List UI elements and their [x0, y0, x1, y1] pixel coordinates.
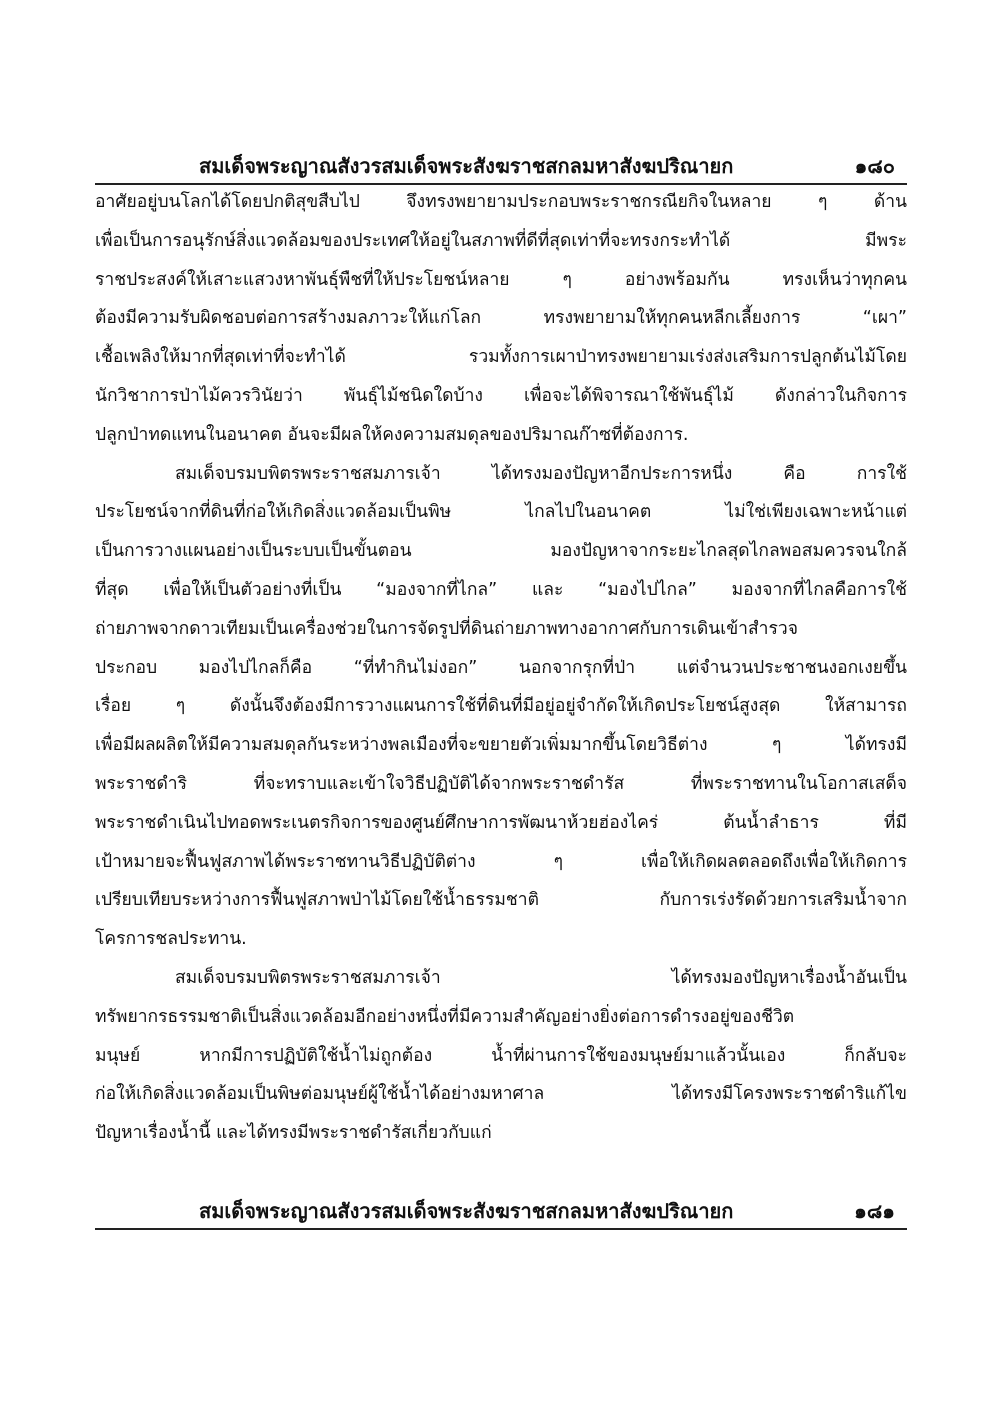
text-line: ราชประสงค์ให้เสาะแสวงหาพันธุ์พืชที่ให้ประโยชน์หลาย ๆ อย่างพร้อมกัน ทรงเห็นว่าทุกคน [95, 269, 907, 290]
paragraph [95, 183, 907, 455]
text-line: พระราชดำเนินไปทอดพระเนตรกิจการของศูนย์ศึกษาการพัฒนาห้วยฮ่องไคร่ ต้นน้ำลำธาร ที่มี [95, 812, 907, 833]
text-line: เรื่อย ๆ ดังนั้นจึงต้องมีการวางแผนการใช้ที่ดินที่มีอยู่อยู่จำกัดให้เกิดประโยชน์สูงสุด ให้สามารถ [95, 696, 907, 717]
text-line: โครการชลประทาน. [95, 929, 247, 950]
text-line: เป็นการวางแผนอย่างเป็นระบบเป็นขั้นตอน มองปัญหาจากระยะไกลสุดไกลพอสมควรจนใกล้ [95, 541, 907, 562]
text-line: ทรัพยากรธรรมชาติเป็นสิ่งแวดล้อมอีกอย่างหนึ่งที่มีความสำคัญอย่างยิ่งต่อการดำรงอยู่ของชีวิต [95, 1006, 795, 1027]
text-line: ที่สุด เพื่อให้เป็นตัวอย่างที่เป็น “มองจากที่ไกล” และ “มองไปไกล” มองจากที่ไกลคือการใช้ [95, 579, 907, 600]
text-line: ปัญหาเรื่องน้ำนี้ และได้ทรงมีพระราชดำรัสเกี่ยวกับแก่ [95, 1123, 492, 1144]
header-title: สมเด็จพระญาณสังวรสมเด็จพระสังฆราชสกลมหาสังฆปริณายก [199, 154, 734, 178]
text-line: พระราชดำริ ที่จะทราบและเข้าใจวิธีปฏิบัติได้จากพระราชดำรัส ที่พระราชทานในโอกาสเสด็จ [95, 773, 907, 794]
text-line: สมเด็จบรมบพิตรพระราชสมภารเจ้า ได้ทรงมองปัญหาอีกประการหนึ่ง คือ การใช้ [175, 463, 907, 484]
text-line: เปรียบเทียบระหว่างการฟื้นฟูสภาพป่าไม้โดยใช้น้ำธรรมชาติ กับการเร่งรัดด้วยการเสริมน้ำจาก [95, 890, 907, 911]
text-line: เพื่อเป็นการอนุรักษ์สิ่งแวดล้อมของประเทศให้อยู่ในสภาพที่ดีที่สุดเท่าที่จะทรงกระทำได้ มีพระ [95, 230, 907, 251]
text-line: นักวิชาการป่าไม้ควรวินัยว่า พันธุ์ไม้ชนิดใดบ้าง เพื่อจะได้พิจารณาใช้พันธุ์ไม้ ดังกล่าวในกิจการ [95, 385, 907, 406]
text-line: ประโยชน์จากที่ดินที่ก่อให้เกิดสิ่งแวดล้อมเป็นพิษ ไกลไปในอนาคต ไม่ใช่เพียงเฉพาะหน้าแต่ [95, 502, 907, 523]
body-text [95, 183, 907, 1153]
text-line: เพื่อมีผลผลิตให้มีความสมดุลกันระหว่างพลเมืองที่จะขยายตัวเพิ่มมากขึ้นโดยวิธีต่าง ๆ ได้ทรงมี [95, 735, 907, 756]
text-line: สมเด็จบรมบพิตรพระราชสมภารเจ้า ได้ทรงมองปัญหาเรื่องน้ำอันเป็น [175, 967, 907, 988]
page-header-bottom [95, 1195, 907, 1231]
text-line: ต้องมีความรับผิดชอบต่อการสร้างมลภาวะให้แก่โลก ทรงพยายามให้ทุกคนหลีกเลี้ยงการ “เผา” [95, 308, 907, 329]
text-line: เชื้อเพลิงให้มากที่สุดเท่าที่จะทำได้ รวมทั้งการเผาป่าทรงพยายามเร่งส่งเสริมการปลูกต้นไม้โดย [95, 347, 907, 368]
text-line: เป้าหมายจะฟื้นฟูสภาพได้พระราชทานวิธีปฏิบัติต่าง ๆ เพื่อให้เกิดผลตลอดถึงเพื่อให้เกิดการ [95, 851, 907, 872]
header-title: สมเด็จพระญาณสังวรสมเด็จพระสังฆราชสกลมหาสังฆปริณายก [199, 1199, 734, 1223]
text-line: ประกอบ มองไปไกลก็คือ “ที่ทำกินไม่งอก” นอกจากรุกที่ป่า แต่จำนวนประชาชนงอกเงยขึ้น [95, 657, 907, 678]
header-rule [95, 1228, 907, 1230]
page-number: ๑๘๐ [854, 154, 895, 178]
paragraph [95, 455, 907, 959]
page-header-top [95, 150, 907, 186]
text-line: ปลูกป่าทดแทนในอนาคต อันจะมีผลให้คงความสมดุลของปริมาณก๊าซที่ต้องการ. [95, 424, 689, 445]
text-line: มนุษย์ หากมีการปฏิบัติใช้น้ำไม่ถูกต้อง น้ำที่ผ่านการใช้ของมนุษย์มาแล้วนั้นเอง ก็กลับจะ [95, 1045, 907, 1066]
page-number: ๑๘๑ [854, 1199, 895, 1223]
paragraph [95, 959, 907, 1153]
text-line: ถ่ายภาพจากดาวเทียมเป็นเครื่องช่วยในการจัดรูปที่ดินถ่ายภาพทางอากาศกับการเดินเข้าสำรวจ [95, 618, 798, 639]
text-line: ก่อให้เกิดสิ่งแวดล้อมเป็นพิษต่อมนุษย์ผู้ใช้น้ำได้อย่างมหาศาล ได้ทรงมีโครงพระราชดำริแก้ไข [95, 1084, 907, 1105]
text-line: อาศัยอยู่บนโลกได้โดยปกติสุขสืบไป จึงทรงพยายามประกอบพระราชกรณียกิจในหลาย ๆ ด้าน [95, 192, 907, 212]
